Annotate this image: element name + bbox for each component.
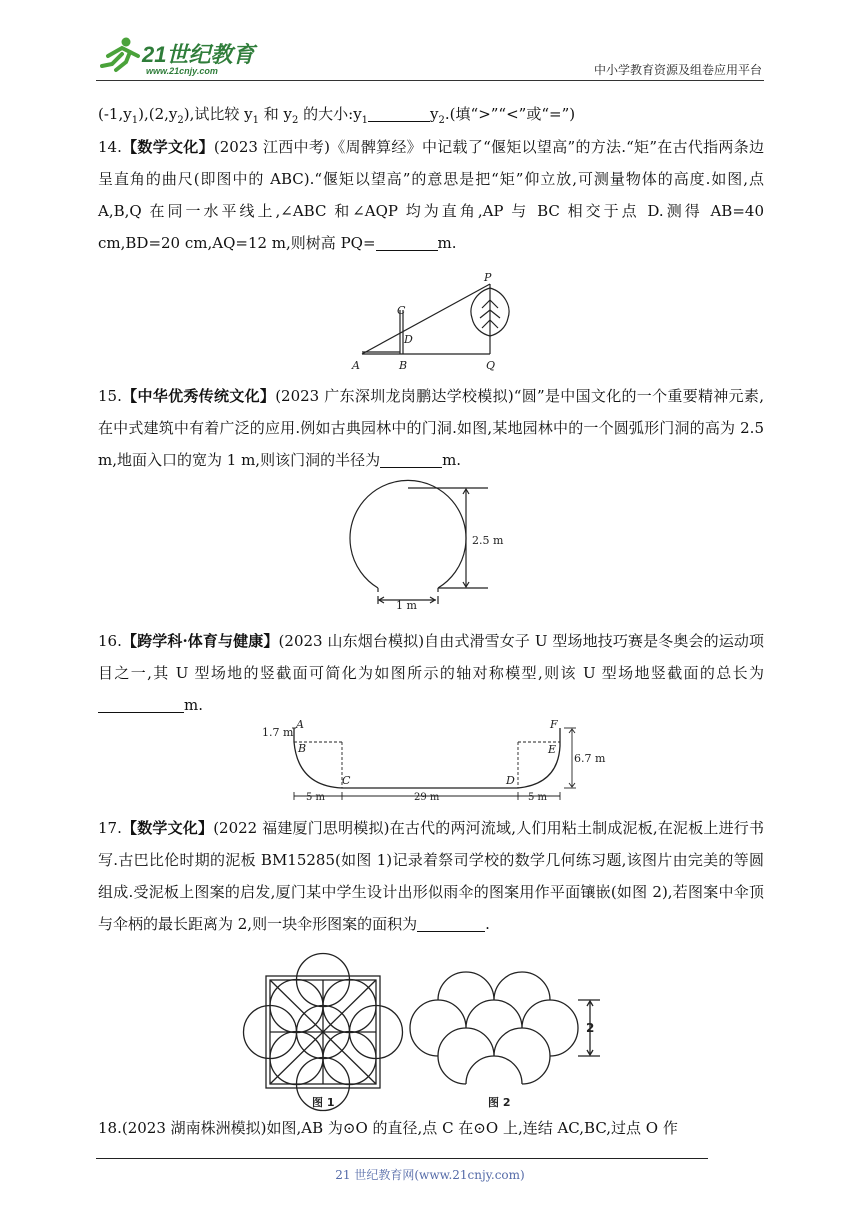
label-d: D [506, 774, 515, 787]
question-16 [98, 625, 764, 721]
label-distance: 2 [586, 1021, 595, 1035]
label-d: D [404, 333, 413, 346]
answer-blank[interactable] [376, 234, 438, 251]
q13-text-7: .(填“>”“<”或“=”) [444, 105, 576, 123]
q13-text-3: ),试比较 y [183, 105, 253, 123]
q13-text-5: 的大小:y [298, 105, 362, 123]
header-platform-text: 中小学教育资源及组卷应用平台 [593, 63, 762, 77]
figure-2-caption: 图 2 [488, 1096, 511, 1109]
label-b: B [399, 359, 408, 372]
question-end: . [485, 915, 490, 933]
label-width-3: 5 m [528, 792, 548, 803]
answer-blank[interactable] [98, 696, 184, 713]
figure-umbrella-tiling [404, 966, 610, 1112]
question-body: (2023 广东深圳龙岗鹏达学校模拟)“圆”是中国文化的一个重要精神元素,在中式建筑中有着广泛的应用.例如古典园林中的门洞.如图,某地园林中的一个圆弧形门洞的高为 2.5 m,地面入口的宽为 1 m,则该门洞的半径为 [98, 387, 764, 469]
question-tag: 【中华优秀传统文化】 [121, 387, 276, 405]
question-body: (2023 江西中考)《周髀算经》中记载了“偃矩以望高”的方法.“矩”在古代指两条边呈直角的曲尺(即图中的 ABC).“偃矩以望高”的意思是把“矩”仰立放,可测量物体的高度.如图,点 A,B,Q 在同一水平线上,∠ABC 和∠AQP 均为直角,AP 与 BC 相交于点 D.测得 AB=40 cm,BD=20 cm,AQ=12 m,则树高 PQ= [98, 138, 764, 252]
figure-u-shaped-course [262, 716, 606, 806]
label-q: Q [486, 359, 496, 372]
q13-text-2: ),(2,y [138, 105, 178, 123]
question-end: m. [442, 451, 462, 469]
runner-icon [102, 38, 138, 71]
question-17 [98, 812, 764, 940]
q13-text-4: 和 y [258, 105, 292, 123]
question-number: 16. [98, 632, 122, 650]
question-number: 15. [98, 387, 122, 405]
question-end: m. [184, 696, 203, 714]
footer-divider [96, 1158, 708, 1159]
figure-circular-doorway [340, 480, 540, 610]
header-divider [96, 80, 764, 81]
q13-text-1: (-1,y [98, 105, 132, 123]
label-left-height: 1.7 m [262, 726, 294, 739]
question-18: 18.(2023 湖南株洲模拟)如图,AB 为⊙O 的直径,点 C 在⊙O 上,连结 AC,BC,过点 O 作 [98, 1119, 678, 1137]
label-width: 1 m [396, 599, 417, 612]
question-tag: 【数学文化】 [121, 138, 214, 156]
logo-subtext: www.21cnjy.com [146, 66, 218, 76]
question-body: (2023 山东烟台模拟)自由式滑雪女子 U 型场地技巧赛是冬奥会的运动项目之一,其 U 型场地的竖截面可简化为如图所示的轴对称模型,则该 U 型场地竖截面的总长为 [98, 632, 765, 682]
figure-1-caption: 图 1 [312, 1096, 335, 1109]
label-a: A [352, 359, 360, 372]
answer-blank[interactable] [417, 915, 485, 932]
label-b: B [298, 742, 307, 755]
logo-text: 21世纪教育 [142, 42, 255, 67]
question-body: (2022 福建厦门思明模拟)在古代的两河流域,人们用粘土制成泥板,在泥板上进行书写.古巴比伦时期的泥板 BM15285(如图 1)记录着祭司学校的数学几何练习题,该图片由完美的等圆组成.受泥板上图案的启发,厦门某中学生设计出形似雨伞的图案用作平面镶嵌(如图 2),若图案中伞顶与伞柄的最长距离为 2,则一块伞形图案的面积为 [98, 819, 764, 933]
label-p: P [484, 271, 492, 284]
label-e: E [548, 743, 557, 756]
answer-blank[interactable] [380, 451, 442, 468]
question-number: 14. [98, 138, 122, 156]
question-13-tail: $(-1,y_1),(2,y_2)$,试比较 $y_1$ 和 $y_2$ 的大小$:y_1$ $y_2$.(填“>”“<”或“=”) [98, 105, 576, 126]
question-15 [98, 380, 764, 476]
question-end: m. [437, 234, 457, 252]
label-width-2: 29 m [414, 792, 440, 803]
question-number: 17. [98, 819, 122, 837]
question-tag: 【数学文化】 [121, 819, 214, 837]
site-logo [96, 34, 266, 78]
question-tag: 【跨学科·体育与健康】 [121, 632, 279, 650]
q13-text-6: y [430, 105, 439, 123]
label-right-height: 6.7 m [574, 752, 606, 765]
label-height: 2.5 m [472, 534, 504, 547]
figure-tree-measurement [340, 270, 530, 374]
answer-blank[interactable] [368, 105, 430, 122]
label-a: A [296, 718, 304, 731]
label-c: C [397, 304, 406, 317]
label-f: F [550, 718, 558, 731]
label-width-1: 5 m [306, 792, 326, 803]
question-14 [98, 131, 764, 259]
figure-clay-tablet-pattern [262, 974, 386, 1112]
label-c: C [342, 774, 351, 787]
footer-text[interactable]: 21 世纪教育网(www.21cnjy.com) [335, 1168, 525, 1182]
